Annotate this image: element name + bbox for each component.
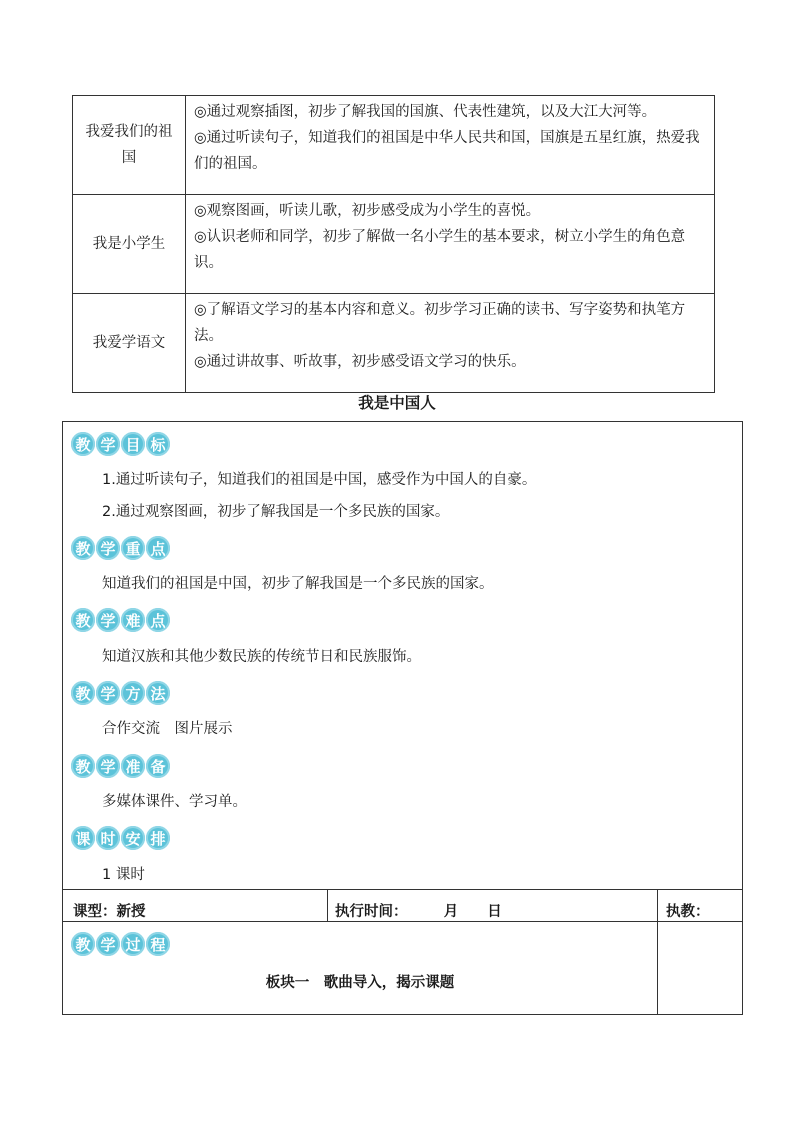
unit-name: 我是小学生	[73, 195, 186, 294]
section-heading-objectives	[71, 432, 170, 456]
heading-badge-char: 学	[96, 432, 120, 456]
heading-badge-char: 标	[146, 432, 170, 456]
heading-badge-char: 点	[146, 608, 170, 632]
goal-line: ◎观察图画，听读儿歌，初步感受成为小学生的喜悦。	[194, 203, 541, 219]
section-heading-schedule	[71, 826, 170, 850]
goal-line: ◎认识老师和同学，初步了解做一名小学生的基本要求，树立小学生的角色意识。	[194, 229, 686, 271]
unit-goals	[186, 96, 715, 195]
heading-badge-char: 课	[71, 826, 95, 850]
goal-line: ◎通过讲故事、听故事，初步感受语文学习的快乐。	[194, 354, 526, 370]
section-heading-process	[71, 932, 170, 956]
lesson-plan-box	[62, 421, 743, 1015]
block-one-title: 板块一 歌曲导入，揭示课题	[265, 975, 455, 991]
heading-badge-char: 重	[121, 536, 145, 560]
heading-badge-char: 准	[121, 754, 145, 778]
section-heading-difficulties	[71, 608, 170, 632]
section-heading-methods	[71, 681, 170, 705]
lesson-type: 课型：新授	[73, 904, 146, 920]
unit-goals	[186, 294, 715, 393]
heading-badge-char: 教	[71, 754, 95, 778]
lesson-title: 我是中国人	[358, 394, 436, 412]
heading-badge-char: 点	[146, 536, 170, 560]
heading-badge-char: 教	[71, 932, 95, 956]
heading-badge-char: 时	[96, 826, 120, 850]
unit-goals	[186, 195, 715, 294]
heading-badge-char: 教	[71, 608, 95, 632]
heading-badge-char: 法	[146, 681, 170, 705]
heading-badge-char: 教	[71, 432, 95, 456]
divider	[327, 889, 328, 921]
heading-badge-char: 方	[121, 681, 145, 705]
teacher-label: 执教：	[666, 904, 710, 920]
execution-time: 执行时间： 月 日	[335, 904, 502, 920]
section-heading-preparation	[71, 754, 170, 778]
heading-badge-char: 学	[96, 932, 120, 956]
goal-line: ◎通过听读句子，知道我们的祖国是中华人民共和国，国旗是五星红旗，热爱我们的祖国。	[194, 130, 700, 172]
divider	[657, 889, 658, 1015]
goal-line: ◎通过观察插图，初步了解我国的国旗、代表性建筑，以及大江大河等。	[194, 104, 657, 120]
divider	[63, 921, 742, 922]
objective-line: 2.通过观察图画，初步了解我国是一个多民族的国家。	[102, 504, 450, 520]
heading-badge-char: 学	[96, 536, 120, 560]
heading-badge-char: 学	[96, 754, 120, 778]
heading-badge-char: 难	[121, 608, 145, 632]
heading-badge-char: 学	[96, 608, 120, 632]
heading-badge-char: 教	[71, 536, 95, 560]
heading-badge-char: 排	[146, 826, 170, 850]
section-heading-key-points	[71, 536, 170, 560]
unit-name: 我爱我们的祖国	[73, 96, 186, 195]
unit-row	[73, 195, 715, 294]
methods-text: 合作交流 图片展示	[102, 721, 233, 737]
unit-goals-table	[72, 95, 715, 393]
heading-badge-char: 学	[96, 681, 120, 705]
heading-badge-char: 安	[121, 826, 145, 850]
goal-line: ◎了解语文学习的基本内容和意义。初步学习正确的读书、写字姿势和执笔方法。	[194, 302, 686, 344]
unit-name: 我爱学语文	[73, 294, 186, 393]
unit-row	[73, 96, 715, 195]
heading-badge-char: 过	[121, 932, 145, 956]
schedule-text: 1 课时	[102, 867, 145, 883]
heading-badge-char: 程	[146, 932, 170, 956]
heading-badge-char: 目	[121, 432, 145, 456]
heading-badge-char: 备	[146, 754, 170, 778]
key-points-text: 知道我们的祖国是中国，初步了解我国是一个多民族的国家。	[102, 576, 494, 592]
objective-line: 1.通过听读句子，知道我们的祖国是中国，感受作为中国人的自豪。	[102, 472, 537, 488]
difficulties-text: 知道汉族和其他少数民族的传统节日和民族服饰。	[102, 649, 421, 665]
preparation-text: 多媒体课件、学习单。	[102, 794, 247, 810]
divider	[63, 889, 742, 890]
unit-row	[73, 294, 715, 393]
heading-badge-char: 教	[71, 681, 95, 705]
